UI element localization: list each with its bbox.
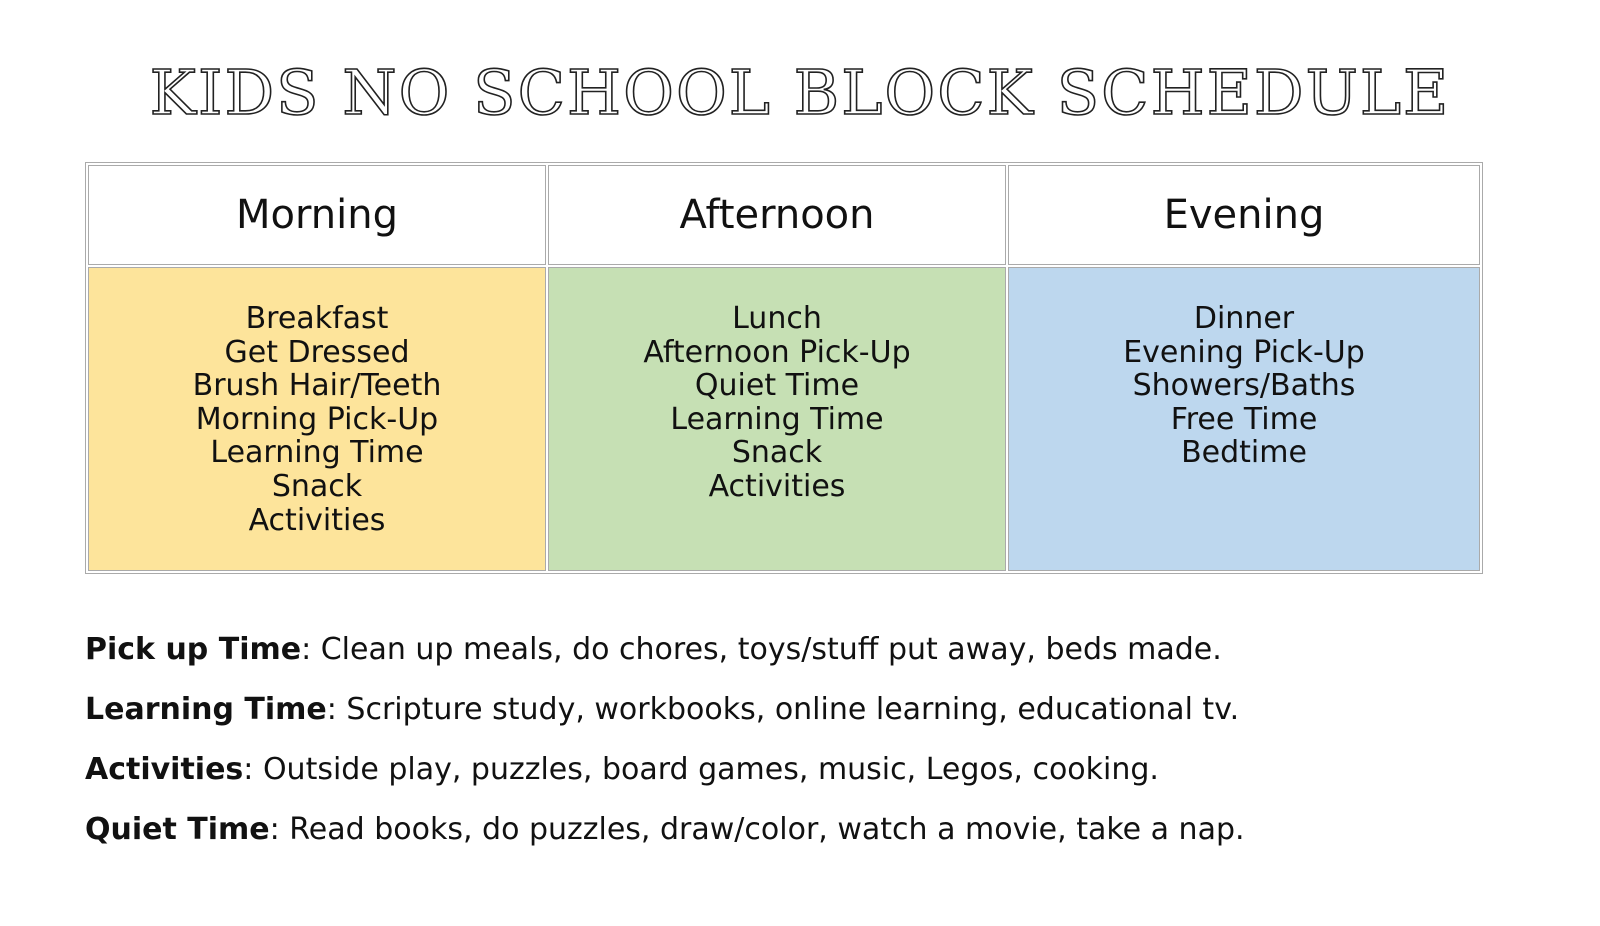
list-item: Dinner [1193,301,1295,336]
morning-cell [88,267,546,571]
note-term: Activities [85,752,244,787]
list-item: Snack [271,468,363,504]
list-item: Evening Pick-Up [1123,334,1365,370]
list-item: Brush Hair/Teeth [192,368,442,404]
list-item: Morning Pick-Up [195,401,439,437]
note-learning-time [85,688,1245,748]
note-quiet-time [85,808,1245,868]
list-item: Bedtime [1181,435,1307,471]
list-item: Breakfast [245,301,389,336]
header-afternoon: Afternoon [548,165,1006,265]
list-item: Showers/Baths [1132,368,1356,404]
header-morning: Morning [88,165,546,265]
list-item: Free Time [1170,401,1318,437]
list-item: Quiet Time [694,368,860,404]
header-row [88,165,1480,265]
note-text: : Scripture study, workbooks, online learning, educational tv. [326,692,1240,727]
definitions [85,628,1245,868]
list-item: Learning Time [670,401,884,437]
list-item: Activities [708,468,846,504]
note-text: : Outside play, puzzles, board games, music, Legos, cooking. [243,752,1159,787]
note-term: Pick up Time [85,632,302,667]
list-item: Get Dressed [224,334,410,370]
afternoon-cell [548,267,1006,571]
note-text: : Read books, do puzzles, draw/color, watch a movie, take a nap. [269,812,1245,847]
note-term: Quiet Time [85,812,270,847]
note-term: Learning Time [85,692,327,727]
note-activities [85,748,1245,808]
list-item: Afternoon Pick-Up [643,334,911,370]
page-title: KIDS NO SCHOOL BLOCK SCHEDULE [149,56,1451,129]
evening-cell [1008,267,1480,571]
schedule-table [85,162,1483,574]
list-item: Lunch [732,301,822,336]
list-item: Snack [731,435,823,471]
list-item: Learning Time [210,435,424,471]
header-evening: Evening [1008,165,1480,265]
note-pick-up-time [85,628,1245,688]
note-text: : Clean up meals, do chores, toys/stuff put away, beds made. [301,632,1222,667]
activities-row [88,267,1480,571]
list-item: Activities [248,502,386,538]
